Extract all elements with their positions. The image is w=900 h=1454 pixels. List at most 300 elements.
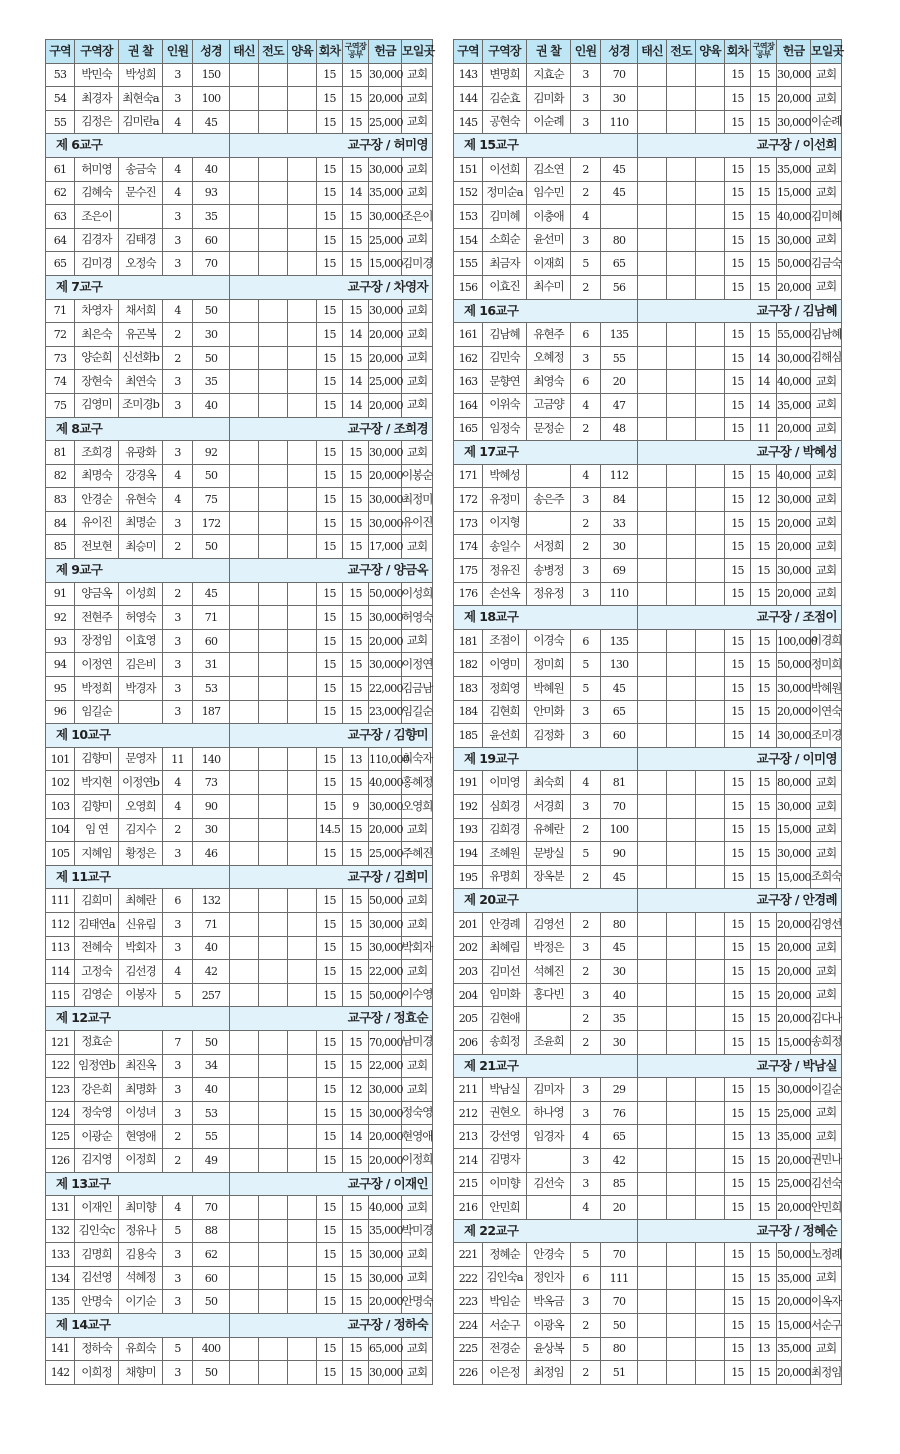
cell-meeting-place: 남미경 (402, 1030, 433, 1054)
cell-bible: 60 (601, 724, 638, 748)
cell-prenatal (230, 677, 259, 701)
cell-offering: 50,000 (369, 983, 402, 1007)
cell-nurture (288, 110, 317, 134)
cell-exhorter: 이충애 (527, 205, 571, 229)
cell-leader-study: 15 (751, 1030, 777, 1054)
cell-district-leader: 권현오 (483, 1101, 527, 1125)
col-header-leader-study: 구역장 공부 (751, 40, 777, 64)
cell-evangelism (259, 511, 288, 535)
cell-district-no: 84 (46, 511, 75, 535)
cell-exhorter: 이광옥 (527, 1314, 571, 1338)
cell-leader-study: 15 (751, 87, 777, 111)
cell-district-leader: 최혜림 (483, 936, 527, 960)
col-header-members: 인원 (571, 40, 601, 64)
col-header-exhorter: 권 찰 (527, 40, 571, 64)
cell-nurture (288, 1101, 317, 1125)
col-header-members: 인원 (163, 40, 193, 64)
cell-leader-study: 15 (343, 582, 369, 606)
cell-district-no: 61 (46, 157, 75, 181)
cell-prenatal (638, 417, 667, 441)
cell-bible: 35 (193, 370, 230, 394)
cell-offering: 50,000 (369, 582, 402, 606)
cell-sessions: 15 (317, 1054, 343, 1078)
cell-sessions: 15 (725, 511, 751, 535)
cell-meeting-place: 정미희 (811, 653, 842, 677)
table-row (454, 795, 842, 819)
table-row (454, 393, 842, 417)
cell-nurture (696, 559, 725, 583)
cell-leader-study: 14 (343, 1125, 369, 1149)
cell-offering: 40,000 (369, 771, 402, 795)
table-row (454, 1337, 842, 1361)
cell-district-no: 132 (46, 1219, 75, 1243)
cell-district-no: 95 (46, 677, 75, 701)
cell-district-leader: 문향연 (483, 370, 527, 394)
cell-nurture (288, 1337, 317, 1361)
col-header-district-leader: 구역장 (483, 40, 527, 64)
cell-bible: 42 (601, 1148, 638, 1172)
cell-district-leader: 이영미 (483, 653, 527, 677)
col-header-meeting-place: 모일곳 (811, 40, 842, 64)
cell-offering: 30,000 (369, 653, 402, 677)
cell-prenatal (230, 488, 259, 512)
cell-district-leader: 박민숙 (75, 63, 119, 87)
cell-evangelism (667, 181, 696, 205)
cell-bible: 62 (193, 1243, 230, 1267)
cell-sessions: 15 (317, 677, 343, 701)
cell-bible: 65 (601, 252, 638, 276)
cell-offering: 20,000 (369, 1290, 402, 1314)
cell-members: 3 (571, 346, 601, 370)
cell-bible: 40 (193, 936, 230, 960)
cell-meeting-place: 교회 (811, 559, 842, 583)
cell-offering: 20,000 (777, 582, 811, 606)
cell-district-leader: 이지형 (483, 511, 527, 535)
cell-bible: 20 (601, 370, 638, 394)
table-row (46, 889, 433, 913)
cell-offering: 100,000 (777, 629, 811, 653)
cell-evangelism (667, 535, 696, 559)
cell-nurture (696, 1125, 725, 1149)
cell-leader-study: 15 (751, 818, 777, 842)
parish-group-row (454, 889, 842, 913)
cell-bible (601, 205, 638, 229)
cell-district-no: 195 (454, 865, 483, 889)
cell-bible: 45 (601, 936, 638, 960)
cell-exhorter: 홍다빈 (527, 983, 571, 1007)
cell-bible: 187 (193, 700, 230, 724)
cell-meeting-place: 교회 (402, 889, 433, 913)
cell-exhorter (527, 1148, 571, 1172)
cell-meeting-place: 박혜원 (811, 677, 842, 701)
cell-prenatal (230, 582, 259, 606)
cell-bible: 48 (601, 417, 638, 441)
cell-meeting-place: 최정임 (811, 1361, 842, 1385)
cell-exhorter: 최현숙a (119, 87, 163, 111)
cell-district-leader: 지혜임 (75, 842, 119, 866)
table-row (454, 1196, 842, 1220)
cell-evangelism (259, 1266, 288, 1290)
cell-meeting-place: 최숙자 (402, 747, 433, 771)
cell-exhorter: 임수민 (527, 181, 571, 205)
cell-sessions: 15 (317, 228, 343, 252)
cell-bible: 88 (193, 1219, 230, 1243)
cell-nurture (288, 912, 317, 936)
cell-evangelism (259, 299, 288, 323)
cell-members: 5 (571, 677, 601, 701)
cell-district-no: 83 (46, 488, 75, 512)
cell-meeting-place: 조희숙 (811, 865, 842, 889)
cell-members: 4 (571, 1125, 601, 1149)
cell-prenatal (230, 535, 259, 559)
cell-nurture (288, 252, 317, 276)
parish-group-row (46, 275, 433, 299)
cell-district-no: 141 (46, 1337, 75, 1361)
cell-evangelism (259, 912, 288, 936)
cell-members: 2 (163, 818, 193, 842)
cell-bible: 80 (601, 1337, 638, 1361)
cell-exhorter: 유곤복 (119, 323, 163, 347)
cell-district-no: 204 (454, 983, 483, 1007)
cell-evangelism (259, 1337, 288, 1361)
parish-group-name: 제 16교구 (454, 299, 638, 323)
cell-sessions: 15 (317, 912, 343, 936)
cell-meeting-place: 교회 (402, 1361, 433, 1385)
col-header-exhorter: 권 찰 (119, 40, 163, 64)
parish-leader: 교구장 / 이선희 (638, 134, 842, 158)
cell-district-no: 191 (454, 771, 483, 795)
cell-meeting-place: 교회 (811, 370, 842, 394)
cell-nurture (696, 1314, 725, 1338)
cell-district-leader: 김혜숙 (75, 181, 119, 205)
table-row (46, 653, 433, 677)
cell-prenatal (230, 252, 259, 276)
cell-leader-study: 15 (751, 1172, 777, 1196)
cell-evangelism (667, 983, 696, 1007)
cell-bible: 40 (193, 157, 230, 181)
cell-nurture (696, 1290, 725, 1314)
cell-sessions: 15 (725, 912, 751, 936)
cell-exhorter: 지효순 (527, 63, 571, 87)
cell-evangelism (667, 323, 696, 347)
cell-members: 2 (571, 865, 601, 889)
cell-prenatal (638, 511, 667, 535)
table-row (454, 912, 842, 936)
cell-prenatal (638, 700, 667, 724)
cell-prenatal (230, 63, 259, 87)
cell-exhorter: 박성희 (119, 63, 163, 87)
table-row (46, 181, 433, 205)
cell-prenatal (230, 1290, 259, 1314)
cell-leader-study: 15 (751, 1266, 777, 1290)
cell-exhorter: 김미화 (527, 87, 571, 111)
cell-members: 3 (571, 700, 601, 724)
cell-exhorter: 윤선미 (527, 228, 571, 252)
cell-evangelism (667, 488, 696, 512)
cell-leader-study: 15 (751, 205, 777, 229)
cell-bible: 65 (601, 1125, 638, 1149)
cell-sessions: 15 (317, 842, 343, 866)
cell-leader-study: 15 (751, 1101, 777, 1125)
cell-district-no: 152 (454, 181, 483, 205)
cell-district-leader: 이위숙 (483, 393, 527, 417)
cell-district-no: 214 (454, 1148, 483, 1172)
cell-prenatal (638, 1172, 667, 1196)
cell-offering: 20,000 (369, 1125, 402, 1149)
cell-district-no: 126 (46, 1148, 75, 1172)
table-row (454, 181, 842, 205)
cell-members: 6 (571, 1266, 601, 1290)
cell-nurture (696, 983, 725, 1007)
cell-district-no: 201 (454, 912, 483, 936)
cell-exhorter: 오정숙 (119, 252, 163, 276)
cell-members: 3 (571, 110, 601, 134)
parish-group-name: 제 6교구 (46, 134, 230, 158)
cell-evangelism (667, 912, 696, 936)
cell-evangelism (667, 1361, 696, 1385)
cell-sessions: 15 (317, 1219, 343, 1243)
cell-exhorter: 유혜란 (527, 818, 571, 842)
parish-group-name: 제 13교구 (46, 1172, 230, 1196)
col-header-leader-study: 구역장 공부 (343, 40, 369, 64)
cell-district-no: 142 (46, 1361, 75, 1385)
cell-offering: 35,000 (777, 393, 811, 417)
cell-prenatal (638, 535, 667, 559)
cell-sessions: 15 (725, 1314, 751, 1338)
cell-members: 5 (571, 1243, 601, 1267)
table-row (454, 87, 842, 111)
cell-leader-study: 15 (343, 535, 369, 559)
cell-nurture (288, 181, 317, 205)
cell-district-no: 122 (46, 1054, 75, 1078)
cell-members: 2 (571, 157, 601, 181)
cell-members: 3 (163, 1290, 193, 1314)
cell-district-leader: 서순구 (483, 1314, 527, 1338)
table-row (454, 842, 842, 866)
cell-leader-study: 15 (343, 771, 369, 795)
cell-evangelism (259, 842, 288, 866)
cell-members: 3 (163, 1266, 193, 1290)
cell-bible: 60 (193, 1266, 230, 1290)
cell-bible: 150 (193, 63, 230, 87)
cell-nurture (696, 936, 725, 960)
cell-nurture (696, 1172, 725, 1196)
cell-prenatal (638, 1266, 667, 1290)
cell-nurture (288, 700, 317, 724)
cell-exhorter (527, 464, 571, 488)
cell-district-no: 213 (454, 1125, 483, 1149)
cell-evangelism (667, 228, 696, 252)
cell-exhorter: 석혜정 (119, 1266, 163, 1290)
cell-sessions: 15 (725, 323, 751, 347)
cell-exhorter: 현영애 (119, 1125, 163, 1149)
cell-leader-study: 15 (343, 1101, 369, 1125)
cell-bible: 70 (601, 795, 638, 819)
cell-bible: 47 (601, 393, 638, 417)
cell-members: 2 (571, 1007, 601, 1031)
cell-bible: 76 (601, 1101, 638, 1125)
cell-offering: 40,000 (369, 1196, 402, 1220)
cell-meeting-place: 교회 (402, 63, 433, 87)
cell-district-no: 173 (454, 511, 483, 535)
cell-sessions: 15 (725, 1078, 751, 1102)
table-row (46, 299, 433, 323)
cell-offering: 20,000 (369, 629, 402, 653)
cell-meeting-place: 교회 (402, 228, 433, 252)
cell-members: 2 (571, 417, 601, 441)
cell-meeting-place: 김다나 (811, 1007, 842, 1031)
cell-bible: 50 (193, 464, 230, 488)
cell-sessions: 15 (317, 323, 343, 347)
cell-nurture (288, 818, 317, 842)
cell-prenatal (638, 228, 667, 252)
cell-district-no: 75 (46, 393, 75, 417)
cell-district-no: 172 (454, 488, 483, 512)
cell-district-no: 81 (46, 441, 75, 465)
cell-nurture (696, 960, 725, 984)
cell-leader-study: 15 (751, 912, 777, 936)
cell-exhorter: 김미자 (527, 1078, 571, 1102)
cell-prenatal (230, 889, 259, 913)
cell-nurture (696, 393, 725, 417)
cell-offering: 25,000 (777, 1101, 811, 1125)
cell-prenatal (230, 299, 259, 323)
parish-group-name: 제 22교구 (454, 1219, 638, 1243)
cell-district-leader: 이은정 (483, 1361, 527, 1385)
cell-evangelism (259, 1219, 288, 1243)
cell-bible: 45 (601, 865, 638, 889)
cell-leader-study: 15 (343, 228, 369, 252)
cell-evangelism (259, 1125, 288, 1149)
table-row (454, 1101, 842, 1125)
cell-nurture (696, 535, 725, 559)
parish-group-name: 제 8교구 (46, 417, 230, 441)
cell-evangelism (667, 795, 696, 819)
cell-meeting-place: 교회 (402, 1266, 433, 1290)
cell-sessions: 15 (317, 1030, 343, 1054)
cell-offering: 20,000 (777, 511, 811, 535)
cell-offering: 20,000 (777, 417, 811, 441)
cell-bible: 70 (601, 1290, 638, 1314)
cell-meeting-place: 김금숙 (811, 252, 842, 276)
cell-evangelism (667, 1266, 696, 1290)
cell-evangelism (667, 252, 696, 276)
cell-offering: 20,000 (369, 818, 402, 842)
cell-leader-study: 15 (343, 1290, 369, 1314)
cell-prenatal (230, 960, 259, 984)
cell-sessions: 15 (725, 181, 751, 205)
cell-evangelism (259, 582, 288, 606)
cell-sessions: 15 (317, 747, 343, 771)
cell-nurture (288, 606, 317, 630)
cell-sessions: 15 (317, 1337, 343, 1361)
cell-leader-study: 15 (343, 488, 369, 512)
cell-sessions: 15 (725, 1290, 751, 1314)
cell-meeting-place: 김금남 (402, 677, 433, 701)
cell-meeting-place: 교회 (811, 842, 842, 866)
cell-leader-study: 15 (343, 606, 369, 630)
parish-group-row (46, 134, 433, 158)
cell-exhorter: 이효영 (119, 629, 163, 653)
cell-district-no: 105 (46, 842, 75, 866)
table-body-right (454, 63, 842, 1384)
cell-prenatal (230, 1148, 259, 1172)
col-header-prenatal: 태신 (230, 40, 259, 64)
cell-members: 3 (571, 1290, 601, 1314)
cell-meeting-place: 교회 (811, 960, 842, 984)
cell-evangelism (259, 1030, 288, 1054)
cell-bible: 50 (193, 1361, 230, 1385)
cell-nurture (696, 63, 725, 87)
cell-district-no: 202 (454, 936, 483, 960)
cell-offering: 25,000 (777, 1172, 811, 1196)
cell-nurture (288, 1148, 317, 1172)
cell-prenatal (638, 393, 667, 417)
cell-nurture (288, 677, 317, 701)
cell-district-leader: 조은이 (75, 205, 119, 229)
cell-meeting-place: 김미경 (402, 252, 433, 276)
cell-exhorter (119, 1030, 163, 1054)
parish-group-name: 제 14교구 (46, 1314, 230, 1338)
cell-district-no: 53 (46, 63, 75, 87)
cell-leader-study: 15 (343, 936, 369, 960)
cell-evangelism (259, 795, 288, 819)
cell-exhorter: 박경자 (119, 677, 163, 701)
cell-nurture (288, 747, 317, 771)
cell-evangelism (259, 1078, 288, 1102)
table-row (454, 535, 842, 559)
cell-evangelism (667, 700, 696, 724)
cell-prenatal (230, 606, 259, 630)
cell-offering: 80,000 (777, 771, 811, 795)
cell-district-no: 123 (46, 1078, 75, 1102)
table-row (454, 511, 842, 535)
cell-offering: 30,000 (369, 1101, 402, 1125)
cell-bible: 55 (601, 346, 638, 370)
cell-members: 2 (571, 535, 601, 559)
cell-district-leader: 임 연 (75, 818, 119, 842)
cell-sessions: 15 (725, 653, 751, 677)
cell-nurture (696, 1337, 725, 1361)
cell-bible: 110 (601, 110, 638, 134)
cell-members: 5 (571, 1337, 601, 1361)
cell-offering: 25,000 (369, 842, 402, 866)
cell-nurture (696, 1148, 725, 1172)
cell-leader-study: 15 (751, 582, 777, 606)
table-row (46, 157, 433, 181)
cell-prenatal (638, 346, 667, 370)
cell-meeting-place: 조미경 (811, 724, 842, 748)
cell-nurture (288, 1243, 317, 1267)
cell-offering: 15,000 (777, 181, 811, 205)
table-row (46, 441, 433, 465)
cell-meeting-place: 교회 (402, 157, 433, 181)
cell-exhorter: 최명순 (119, 511, 163, 535)
cell-district-leader: 안민희 (483, 1196, 527, 1220)
table-row (454, 417, 842, 441)
cell-district-leader: 이미향 (483, 1172, 527, 1196)
cell-exhorter: 박회자 (119, 936, 163, 960)
cell-district-leader: 김정은 (75, 110, 119, 134)
cell-bible: 71 (193, 606, 230, 630)
cell-bible: 53 (193, 677, 230, 701)
cell-offering: 40,000 (777, 464, 811, 488)
cell-district-leader: 윤선희 (483, 724, 527, 748)
cell-exhorter: 최진옥 (119, 1054, 163, 1078)
cell-evangelism (259, 228, 288, 252)
cell-nurture (696, 1078, 725, 1102)
cell-nurture (288, 393, 317, 417)
